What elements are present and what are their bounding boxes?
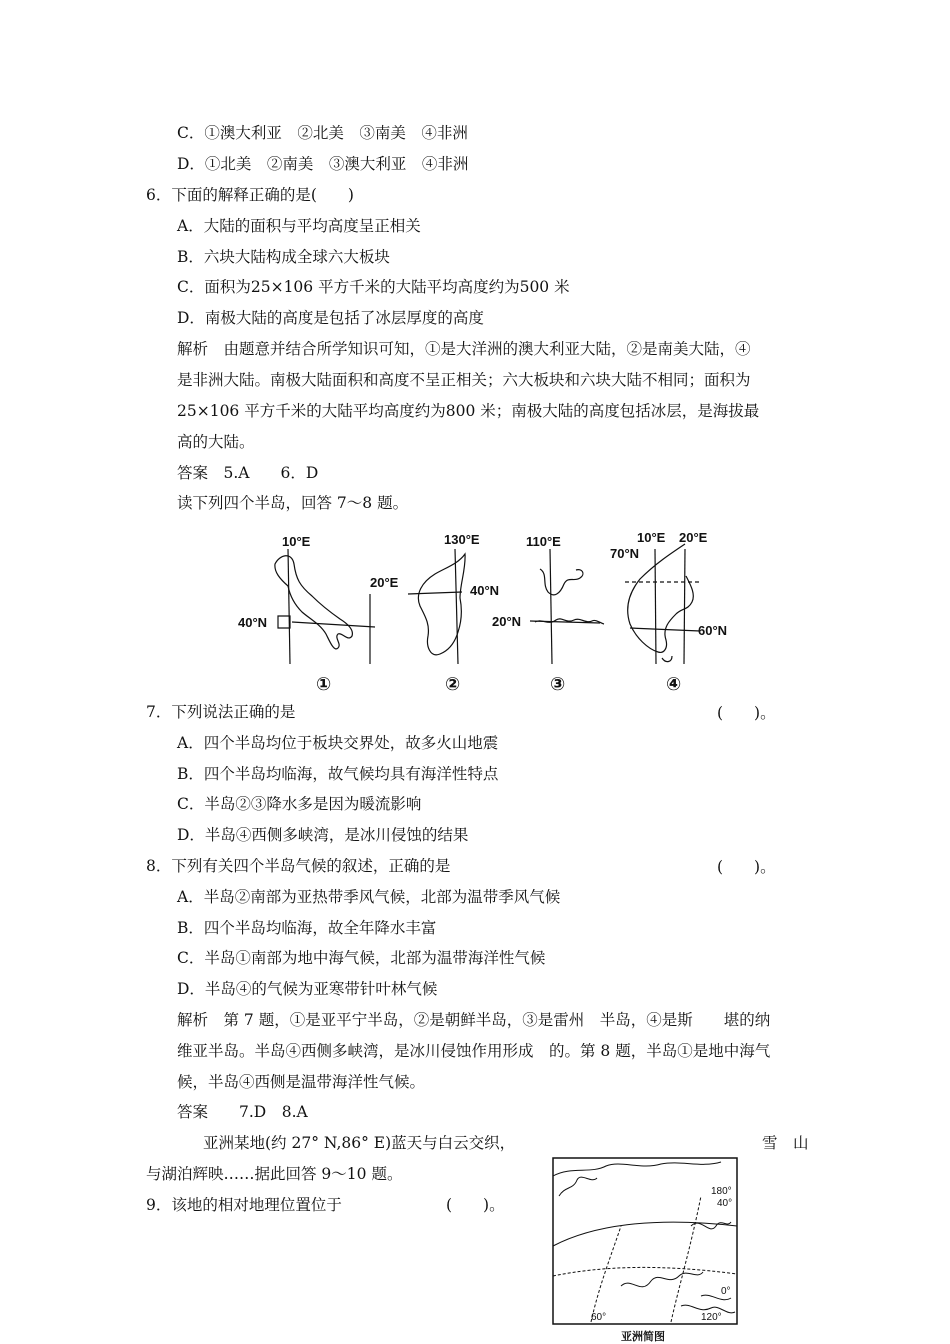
p1-lat-label: 40°N [238,615,268,630]
q7-option-a: A．四个半岛均位于板块交界处，故多火山地震 [177,734,499,752]
map-label-120: 120° [701,1312,722,1323]
q8-option-d: D．半岛④的气候为亚寒带针叶林气候 [177,980,438,998]
caption-2: ② [445,674,461,694]
caption-4: ④ [666,674,682,694]
asia-sketch-map [551,1156,739,1344]
peninsula-3-outline [530,549,604,664]
analysis2-line1: 解析 第 7 题，①是亚平宁半岛，②是朝鲜半岛，③是雷州 半岛，④是斯 堪的纳 [177,1011,771,1029]
peninsula-1-outline [275,549,375,664]
p2-lon2-label: 20°E [370,575,399,590]
q8-stem: 8．下列有关四个半岛气候的叙述，正确的是 [146,857,451,875]
p4-lon1-label: 10°E [637,530,666,545]
analysis2-line2: 维亚半岛。半岛④西侧多峡湾，是冰川侵蚀作用形成 的。第 8 题，半岛①是地中海气 [177,1042,771,1060]
q7-stem: 7．下列说法正确的是 [146,703,296,721]
q7-option-b: B．四个半岛均临海，故气候均具有海洋性特点 [177,765,499,783]
map-label-60: 60° [591,1312,607,1323]
q6-option-b: B．六块大陆构成全球六大板块 [177,248,390,266]
q9-stem: 9．该地的相对地理位置位于 [146,1196,342,1214]
p4-lat1-label: 70°N [610,546,640,561]
q8-option-b: B．四个半岛均临海，故全年降水丰富 [177,919,437,937]
peninsulas-figure [230,524,735,694]
p4-lat2-label: 60°N [698,623,728,638]
asia-map-title: 亚洲简图 [621,1330,665,1343]
analysis1-line3: 25×106 平方千米的大陆平均高度约为800 米；南极大陆的高度包括冰层，是海拔最 [177,402,760,420]
q9-paren: ( )。 [446,1196,505,1214]
q5-option-d: D．①北美 ②南美 ③澳大利亚 ④非洲 [177,155,469,173]
caption-1: ① [316,674,332,694]
p3-lon-label: 110°E [526,534,561,549]
map-label-40: 40° [717,1198,733,1209]
q7-paren: ( )。 [717,704,776,722]
answer2: 答案 7.D 8.A [177,1103,308,1121]
q6-option-d: D．南极大陆的高度是包括了冰层厚度的高度 [177,309,484,327]
analysis2-line3: 候，半岛④西侧是温带海洋性气候。 [177,1073,426,1091]
p2-lat-label: 40°N [470,583,500,598]
p2-lon-label: 130°E [444,532,480,547]
q6-stem: 6．下面的解释正确的是( ) [146,186,354,204]
intro-9-10-line1b: 雪 山 [762,1134,809,1152]
q8-option-c: C．半岛①南部为地中海气候，北部为温带海洋性气候 [177,949,546,967]
analysis1-line4: 高的大陆。 [177,433,255,451]
q8-paren: ( )。 [717,858,776,876]
caption-3: ③ [550,674,566,694]
peninsula-2-outline [408,549,465,664]
q5-option-c: C．①澳大利亚 ②北美 ③南美 ④非洲 [177,124,468,142]
q7-option-d: D．半岛④西侧多峡湾，是冰川侵蚀的结果 [177,826,469,844]
map-label-180: 180° [711,1186,732,1197]
analysis1-line1: 解析 由题意并结合所学知识可知，①是大洋洲的澳大利亚大陆，②是南美大陆，④ [177,340,751,358]
intro-9-10-line1a: 亚洲某地(约 27° N,86° E)蓝天与白云交织， [203,1134,516,1152]
q8-option-a: A．半岛②南部为亚热带季风气候，北部为温带季风气候 [177,888,561,906]
q6-option-c: C．面积为25×106 平方千米的大陆平均高度约为500 米 [177,278,570,296]
q6-option-a: A．大陆的面积与平均高度呈正相关 [177,217,421,235]
q7-option-c: C．半岛②③降水多是因为暖流影响 [177,795,422,813]
answer1: 答案 5.A 6．D [177,464,319,482]
map-label-0: 0° [721,1286,731,1297]
p4-lon2-label: 20°E [679,530,708,545]
p1-lon-label: 10°E [282,534,311,549]
intro-7-8: 读下列四个半岛，回答 7～8 题。 [177,494,409,512]
p3-lat-label: 20°N [492,614,522,629]
intro-9-10-line2: 与湖泊辉映……据此回答 9～10 题。 [146,1165,403,1183]
peninsula-4-outline [625,544,700,664]
analysis1-line2: 是非洲大陆。南极大陆面积和高度不呈正相关；六大板块和六块大陆不相同；面积为 [177,371,751,389]
